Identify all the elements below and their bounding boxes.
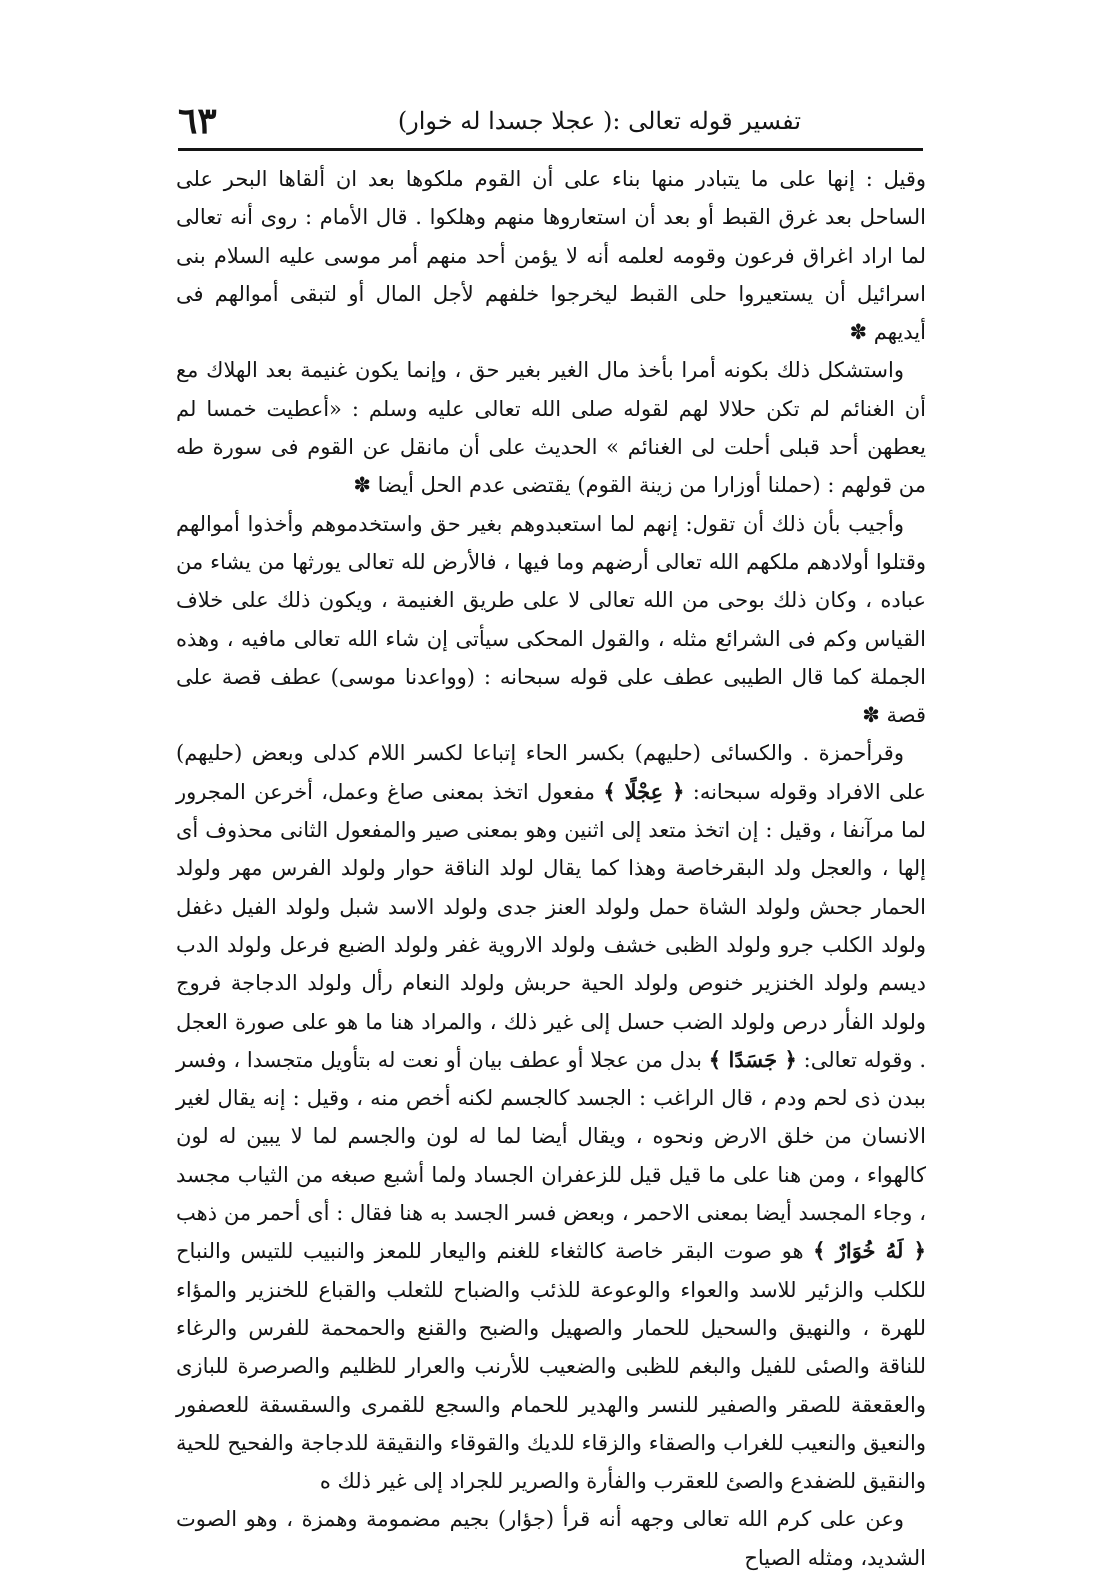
text-run: واستشكل ذلك بكونه أمرا بأخذ مال الغير بغير حق ، وإنما يكون غنيمة بعد الهلاك مع أن الغنائم لم تكن حلالا لهم لقوله صلى الله تعالى عليه وسلم : «أعطيت خمسا لم يعطهن أحد قبلى أحلت لى الغنائم » الحديث على أن مانقل عن القوم فى سورة طه من قولهم : (حملنا أوزارا من زينة القوم) يقتضى عدم الحل أيضا ✽ [176,358,926,498]
paragraph [176,734,926,1500]
paragraph [176,160,926,351]
text-run: وقيل : إنها على ما يتبادر منها بناء على أن القوم ملكوها بعد ان ألقاها البحر على الساحل بعد غرق القبط أو بعد أن استعاروها منهم وهلكوا . قال الأمام : روى أنه تعالى لما اراد اغراق فرعون وقومه لعلمه أنه لا يؤمن أحد منهم أمر موسى عليه السلام بنى اسرائيل أن يستعيروا حلى القبط ليخرجوا خلفهم لأجل المال أو لتبقى أموالهم فى أيديهم ✽ [176,167,926,345]
page-header [178,98,921,144]
paragraph [176,351,926,504]
text-run: مفعول اتخذ بمعنى صاغ وعمل، أخرعن المجرور لما مرآنفا ، وقيل : إن اتخذ متعد إلى اثنين وهو بمعنى صير والمفعول الثانى محذوف أى إلها ، والعجل ولد البقرخاصة وهذا كما يقال لولد الناقة حوار ولولد الفرس مهر ولولد الحمار جحش ولولد الشاة حمل ولولد العنز جدى ولولد الاسد شبل ولولد الفيل دغفل ولولد الكلب جرو ولولد الظبى خشف ولولد الاروية غفر ولولد الضبع فرعل ولولد الدب ديسم ولولد الخنزير خنوص ولولد الحية حربش ولولد النعام رأل ولولد الدجاجة فروج ولولد الفأر درص ولولد الضب حسل إلى غير ذلك ، والمراد هنا ما هو على صورة العجل . وقوله تعالى: [176,779,926,1072]
header-rule [178,148,923,151]
text-run: وقرأحمزة . والكسائى (حليهم) بكسر الحاء إتباعا لكسر اللام كدلى وبعض (حليهم) على الافراد وقوله سبحانه: [176,741,926,804]
page-number: ٦٣ [178,100,217,142]
quranic-term: ﴿ لَهُ خُوَارٌ ﴾ [813,1238,926,1264]
quranic-term: ﴿ عِجْلًا ﴾ [603,778,685,804]
quranic-term: ﴿ جَسَدًا ﴾ [708,1046,797,1072]
text-run: هو صوت البقر خاصة كالثغاء للغنم واليعار للمعز والنبيب للتيس والنباح للكلب والزئير للاسد والعواء والوعوعة للذئب والضباح للثعلب والقباع للخنزير والمؤاء للهرة ، والنهيق والسحيل للحمار والصهيل والضبح والقنع والحمحمة للفرس والرغاء للناقة والصئى للفيل والبغم للظبى والضعيب للأرنب والعرار للظليم والصرصرة للبازى والعقعقة للصقر والصفير للنسر والهدير للحمام والسجع للقمرى والسقسقة للعصفور والنعيق والنعيب للغراب والصقاء والزقاء للديك والقوقاء والنقيقة للدجاجة والفحيح للحية والنقيق للضفدع والصئ للعقرب والفأرة والصرير للجراد إلى غير ذلك ه [176,1239,926,1494]
body-text [176,160,926,1577]
paragraph [176,1500,926,1577]
text-run: بدل من عجلا أو عطف بيان أو نعت له بتأويل متجسدا ، وفسر ببدن ذى لحم ودم ، قال الراغب : الجسد كالجسم لكنه أخص منه ، وقيل : إنه يقال لغير الانسان من خلق الارض ونحوه ، ويقال أيضا لما له لون والجسم لما لا يبين له لون كالهواء ، ومن هنا على ما قيل قيل للزعفران الجساد ولما أشبع صبغه من الثياب مجسد ، وجاء المجسد أيضا بمعنى الاحمر ، وبعض فسر الجسد به هنا فقال : أى أحمر من ذهب [176,1047,926,1226]
text-run: وعن على كرم الله تعالى وجهه أنه قرأ (جؤار) بجيم مضمومة وهمزة ، وهو الصوت الشديد، ومثله الصياح [176,1507,926,1570]
paragraph [176,505,926,735]
text-run: وأجيب بأن ذلك أن تقول: إنهم لما استعبدوهم بغير حق واستخدموهم وأخذوا أموالهم وقتلوا أولادهم ملكهم الله تعالى أرضهم وما فيها ، فالأرض لله تعالى يورثها من يشاء من عباده ، وكان ذلك بوحى من الله تعالى لا على طريق الغنيمة ، ويكون ذلك على خلاف القياس وكم فى الشرائع مثله ، والقول المحكى سيأتى إن شاء الله تعالى مافيه ، وهذه الجملة كما قال الطيبى عطف على قوله سبحانه : (وواعدنا موسى) عطف قصة على قصة ✽ [176,511,926,728]
running-title: تفسير قوله تعالى :( عجلا جسدا له خوار) [397,107,801,135]
